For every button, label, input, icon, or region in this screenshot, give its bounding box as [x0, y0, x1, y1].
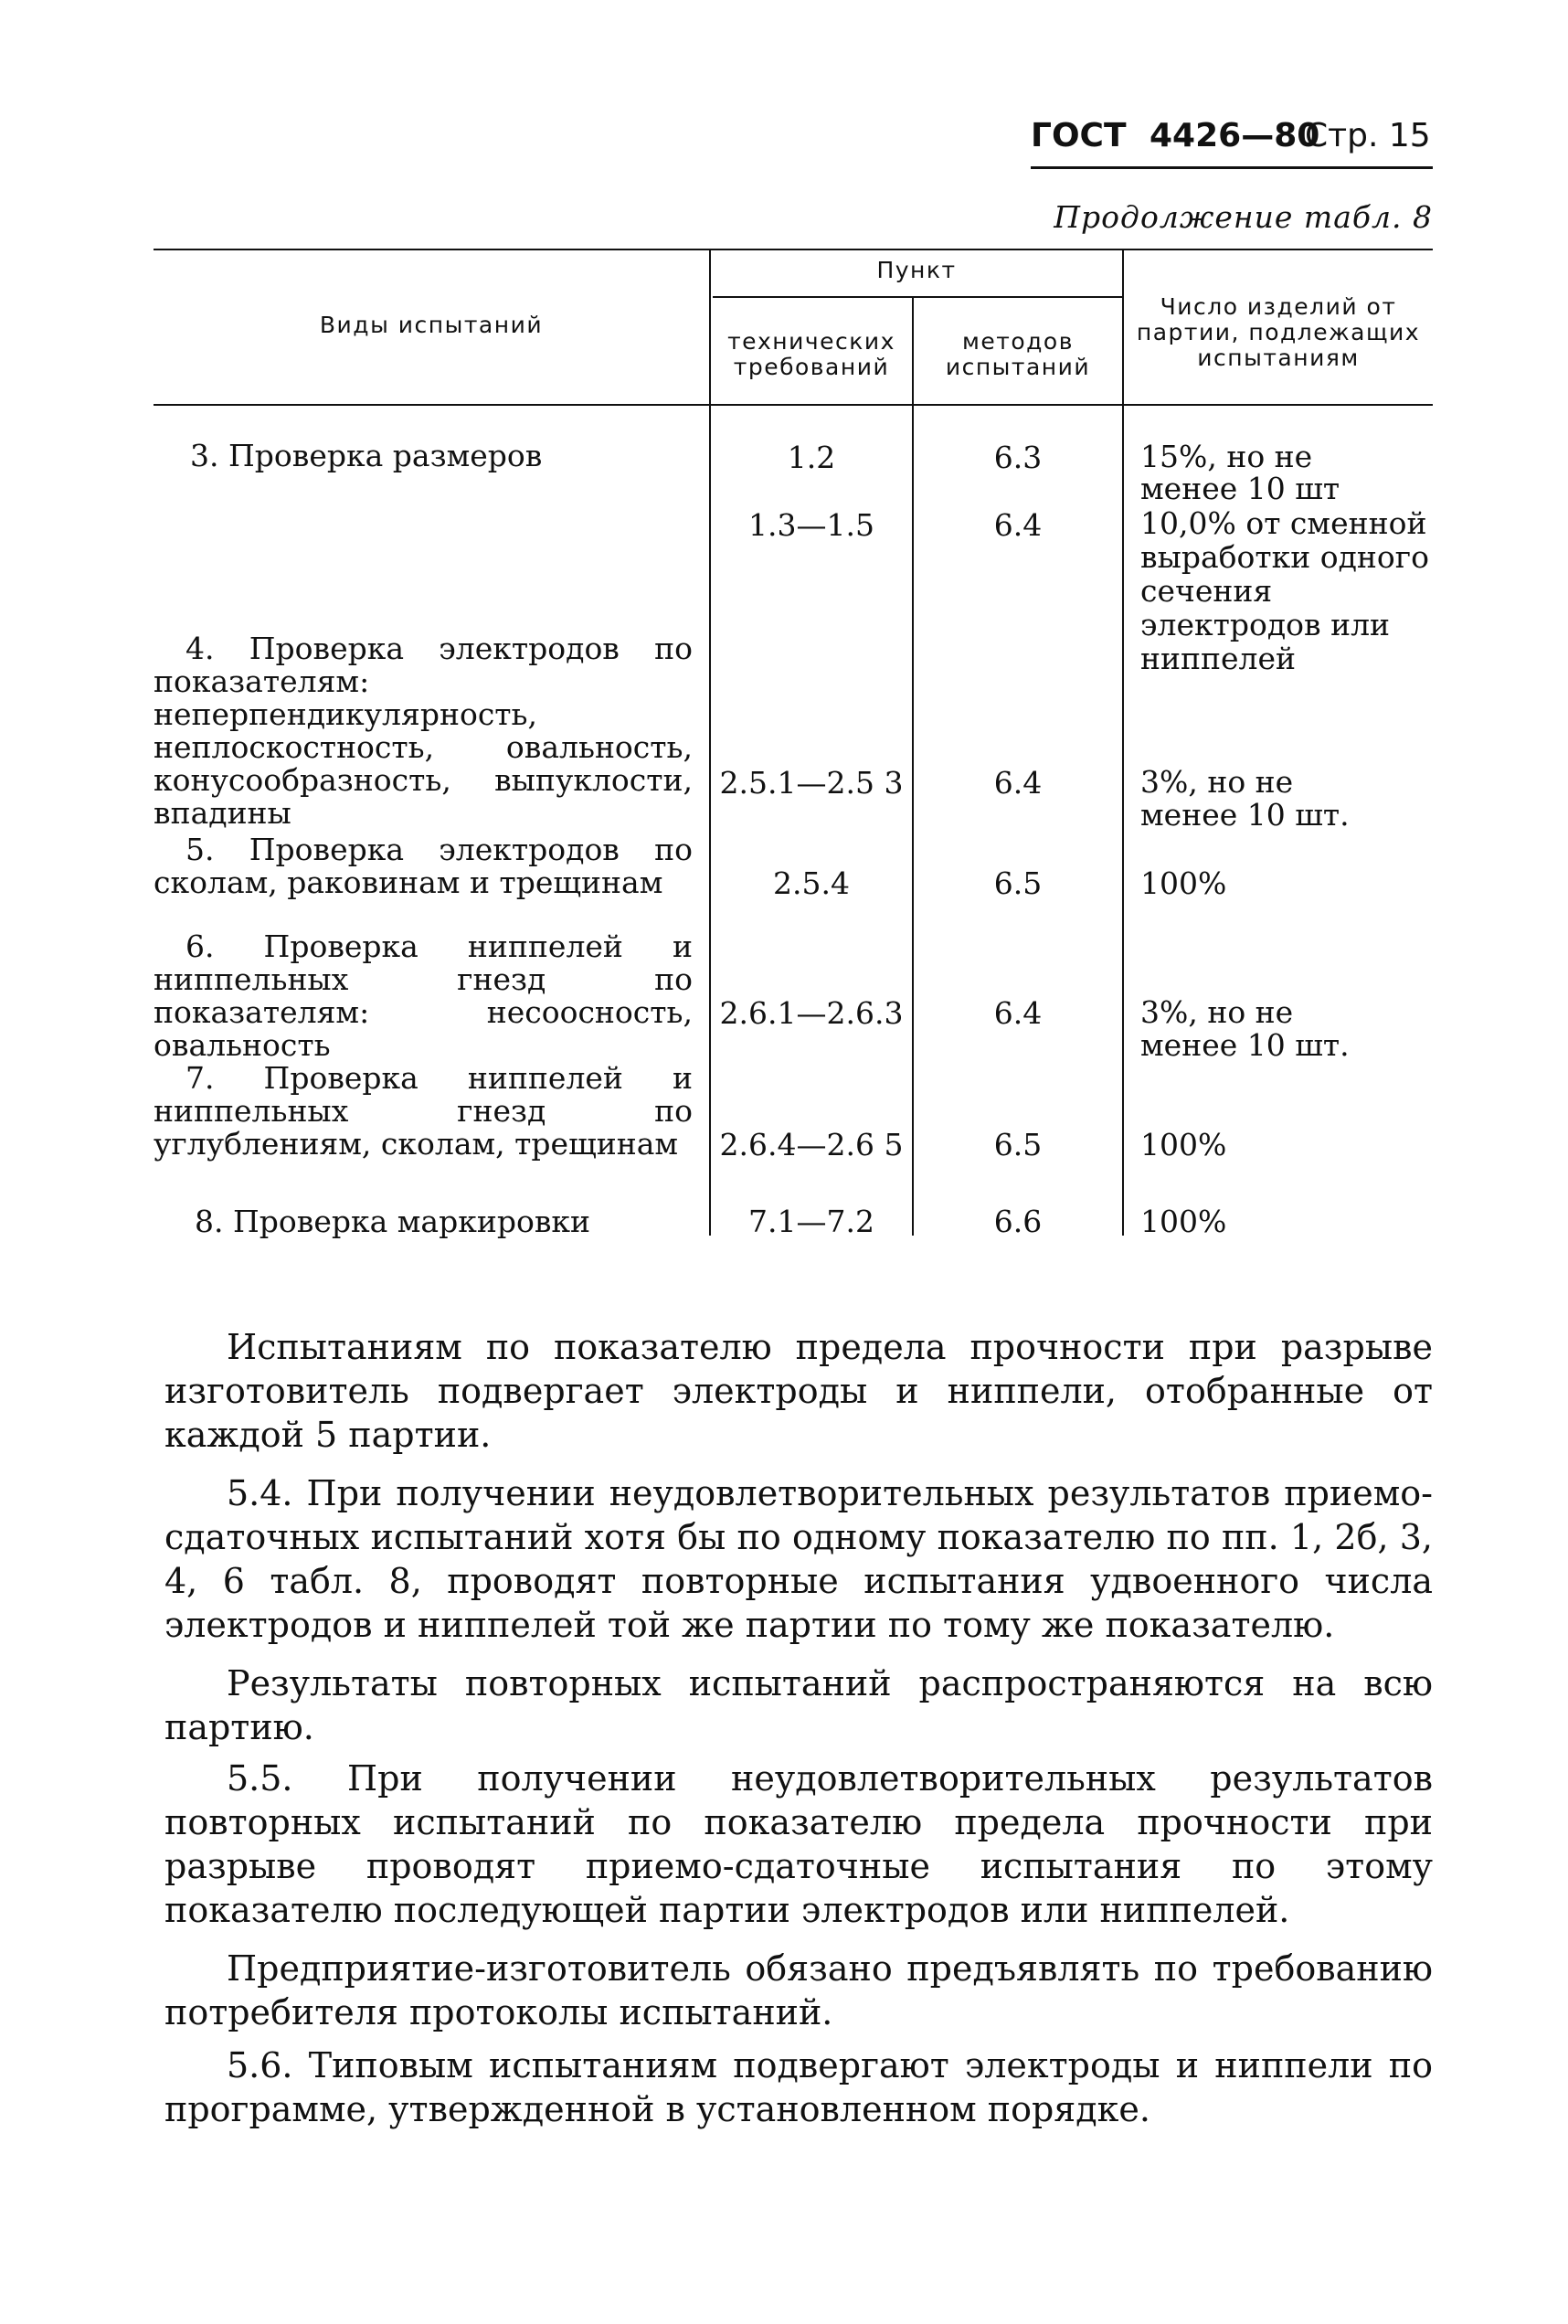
table-row-tech: 1.2 — [787, 440, 836, 475]
table-row-tech: 7.1—7.2 — [748, 1204, 874, 1239]
col-header-punkt: Пункт — [876, 257, 957, 283]
table-header-rule — [154, 404, 1433, 406]
tests-table — [154, 249, 1433, 1245]
table-row-type: 3. Проверка размеров — [190, 438, 543, 473]
paragraph: Результаты повторных испытаний распространяются на всю партию. — [164, 1663, 1433, 1747]
table-row-tech: 2.6.4—2.6 5 — [719, 1127, 904, 1162]
col-header-types: Виды испытаний — [319, 312, 544, 338]
table-row-method: 6.5 — [993, 1127, 1043, 1162]
table-top-rule — [154, 249, 1433, 250]
table-row-type: 4. Проверка электродов по показателям: неперпендикулярность, неплоскостность, овальность, конусообразность, выпуклости, впадины — [154, 631, 693, 831]
table-row-count: 3%, но не менее 10 шт. — [1140, 994, 1350, 1063]
table-row-count: 100% — [1140, 1127, 1227, 1162]
table-row-type: 5. Проверка электродов по сколам, раковинам и трещинам — [154, 832, 693, 900]
table-row-count: 100% — [1140, 1204, 1227, 1239]
standard-code: ГОСТ — [1031, 117, 1127, 154]
paragraph: Испытаниям по показателю предела прочности при разрыве изготовитель подвергает электроды и ниппели, отобранные от каждой 5 партии. — [164, 1327, 1433, 1455]
table-row-type: 8. Проверка маркировки — [195, 1204, 591, 1239]
table-row-count: 100% — [1140, 865, 1227, 901]
paragraph: 5.5. При получении неудовлетворительных результатов повторных испытаний по показателю предела прочности при разрыве проводят приемо-сдаточные испытания по этому показателю последующей партии электродов или ниппелей. — [164, 1758, 1433, 1930]
table-row-method: 6.4 — [993, 765, 1043, 801]
col-divider-1 — [709, 249, 711, 1236]
table-row-method: 6.5 — [993, 865, 1043, 901]
table-row-tech: 2.5.1—2.5 3 — [719, 765, 904, 801]
table-row-tech: 2.5.4 — [773, 865, 850, 901]
paragraph: 5.4. При получении неудовлетворительных результатов приемо-сдаточных испытаний хотя бы по одному показателю по пп. 1, 2б, 3, 4, 6 табл. 8, проводят повторные испытания удвоенного числа электродов и ниппелей той же партии по тому же показателю. — [164, 1473, 1433, 1645]
standard-number: 4426—80 — [1150, 117, 1320, 154]
table-caption: Продолжение табл. 8 — [1054, 199, 1433, 235]
page-header — [1031, 117, 1433, 172]
paragraph: Предприятие-изготовитель обязано предъявлять по требованию потребителя протоколы испытаний. — [164, 1948, 1433, 2032]
col-header-count: Число изделий от партии, подлежащих испытаниям — [1136, 293, 1421, 371]
table-row-type: 6. Проверка ниппелей и ниппельных гнезд по показателям: несоосность, овальность — [154, 929, 693, 1063]
paragraph: 5.6. Типовым испытаниям подвергают электроды и ниппели по программе, утвержденной в установленном порядке. — [164, 2045, 1433, 2129]
table-row-tech: 2.6.1—2.6.3 — [719, 995, 904, 1031]
table-row-type: 7. Проверка ниппелей и ниппельных гнезд по углублениям, сколам, трещинам — [154, 1060, 693, 1162]
col-header-methods: методов испытаний — [945, 328, 1091, 380]
table-row-tech: 1.3—1.5 — [748, 507, 874, 543]
col-header-tech: технических требований — [727, 328, 895, 380]
table-row-count: 3%, но не менее 10 шт. — [1140, 764, 1350, 833]
table-row-method: 6.6 — [993, 1204, 1043, 1239]
table-row-method: 6.3 — [993, 440, 1043, 475]
col-divider-3 — [1122, 249, 1124, 1236]
table-row-method: 6.4 — [993, 995, 1043, 1031]
table-row-count: 10,0% от сменной выработки одного сечения электродов или ниппелей — [1140, 505, 1429, 676]
table-row-count: 15%, но не менее 10 шт — [1140, 439, 1340, 506]
header-rule — [1031, 166, 1433, 169]
table-row-method: 6.4 — [993, 507, 1043, 543]
page-number: Стр. 15 — [1305, 117, 1431, 154]
punkt-subrule — [713, 296, 1122, 298]
